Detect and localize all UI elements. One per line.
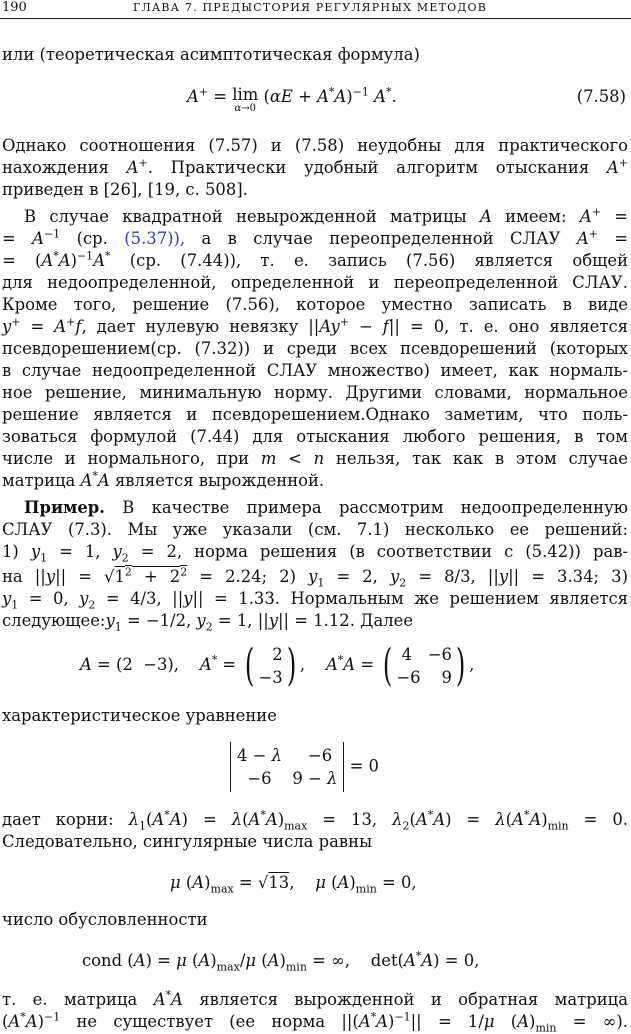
matrix-equation: A = (2 −3), A* = ( 2 −3) , A*A = ( 4 −6 −6 9) , <box>80 639 475 691</box>
text-line: характеристическое уравнение <box>2 706 277 725</box>
text-line: дает корни: $\lambda_1(A^*A) = \lambda(A^*A)_{max} = 13$, $\lambda_2(A^*A) = \lambda(A^*A)_{min} = 0$. <box>2 808 628 833</box>
text-line: y+ = A+f, дает нулевую невязку ||Ay+ − f|| = 0, т. е. оно является <box>2 315 628 336</box>
text-line: на $||y|| = √1^2 + 2^2 = 2.24$; 2) $y_1 = 2$, $y_2 = 8/3$, ||y|| = 3.34; 3) <box>2 565 628 590</box>
text-line: Кроме того, решение (7.56), которое уместно записать в виде <box>2 295 628 314</box>
text-line: 1) $y_1 = 1$, $y_2 = 2$, норма решения (в соответствии с (5.42)) рав- <box>2 542 628 565</box>
text-line: матрица A*A является вырожденной. <box>2 469 325 490</box>
text-line: или (теоретическая асимптотическая формула) <box>2 45 420 64</box>
text-line: $(A^*A)^{-1}$ не существует (ее норма $||(A^*A)^{-1}|| = 1/\mu$ $(A)_{min}$ = ∞). <box>2 1010 628 1034</box>
reference-link[interactable]: (5.37)), <box>124 229 186 248</box>
text-line: Пример. В качестве примера рассмотрим недоопределенную <box>24 498 628 517</box>
text-line: числе и нормального, при m < n нельзя, так как в этом случае <box>2 449 628 468</box>
condition-number: cond (A) = μ $(A)_{max}/\mu$ $(A)_{min}$ = ∞, det(A*A) = 0, <box>82 949 480 974</box>
header-rule <box>0 18 631 19</box>
text-line: т. е. матрица A*A является вырожденной и обратная матрица <box>2 988 628 1009</box>
example-label: Пример. <box>24 498 105 517</box>
singular-values: μ $(A)_{max} = √13$, μ $(A)_{min} = 0$, <box>170 873 417 896</box>
text-line: $y_1 = 0$, $y_2 = 4/3$, ||y|| = 1.33. Нормальным же решением является <box>2 589 628 612</box>
equation-7-58: A+ = lim α→0 $(\alpha E + A^*A)^{-1}$ A*. <box>187 85 397 114</box>
characteristic-equation: 4 − λ −6 −6 9 − λ = 0 <box>230 742 379 792</box>
text-line: зоваться формулой (7.44) для отыскания любого решения, в том <box>2 427 628 446</box>
text-line: = $(A^*A)^{-1}A^*$ (ср. (7.44)), т. е. запись (7.56) является общей <box>2 249 628 270</box>
text-line: решение является и псевдорешением.Однако заметим, что поль- <box>2 405 628 424</box>
text-line: Однако соотношения (7.57) и (7.58) неудобны для практического <box>2 136 628 155</box>
page-header <box>0 0 631 18</box>
text-line: Следовательно, сингулярные числа равны <box>2 832 373 851</box>
text-line: псевдорешением(ср. (7.32)) и среди всех псевдорешений (которых <box>2 339 628 358</box>
text-line: для недоопределенной, определенной и переопределенной СЛАУ. <box>2 273 628 292</box>
text-line: СЛАУ (7.3). Мы уже указали (см. 7.1) несколько ее решений: <box>2 520 628 539</box>
text-line: число обусловленности <box>2 910 208 929</box>
text-line: В случае квадратной невырожденной матрицы A имеем: A+ = <box>24 205 628 226</box>
text-line: в случае недоопределенной СЛАУ множество) имеет, как нормаль- <box>2 361 628 380</box>
text-line: $следующее:y_1 = -1/2$, $y_2 = 1$, ||y|| = 1.12. Далее <box>2 611 414 634</box>
equation-number: (7.58) <box>576 87 626 106</box>
text-line: нахождения A+. Практически удобный алгоритм отыскания A+ <box>2 156 628 177</box>
text-line: приведен в [26], [19, с. 508]. <box>2 180 248 199</box>
text-line: ное решение, минимальную норму. Другими словами, нормальное <box>2 383 628 402</box>
page-number: 190 <box>2 0 27 15</box>
text-line: = $A^{-1}$ (ср. (5.37)), а в случае переопределенной СЛАУ A+ = <box>2 227 628 248</box>
running-title: ГЛАВА 7. ПРЕДЫСТОРИЯ РЕГУЛЯРНЫХ МЕТОДОВ <box>133 1 487 14</box>
